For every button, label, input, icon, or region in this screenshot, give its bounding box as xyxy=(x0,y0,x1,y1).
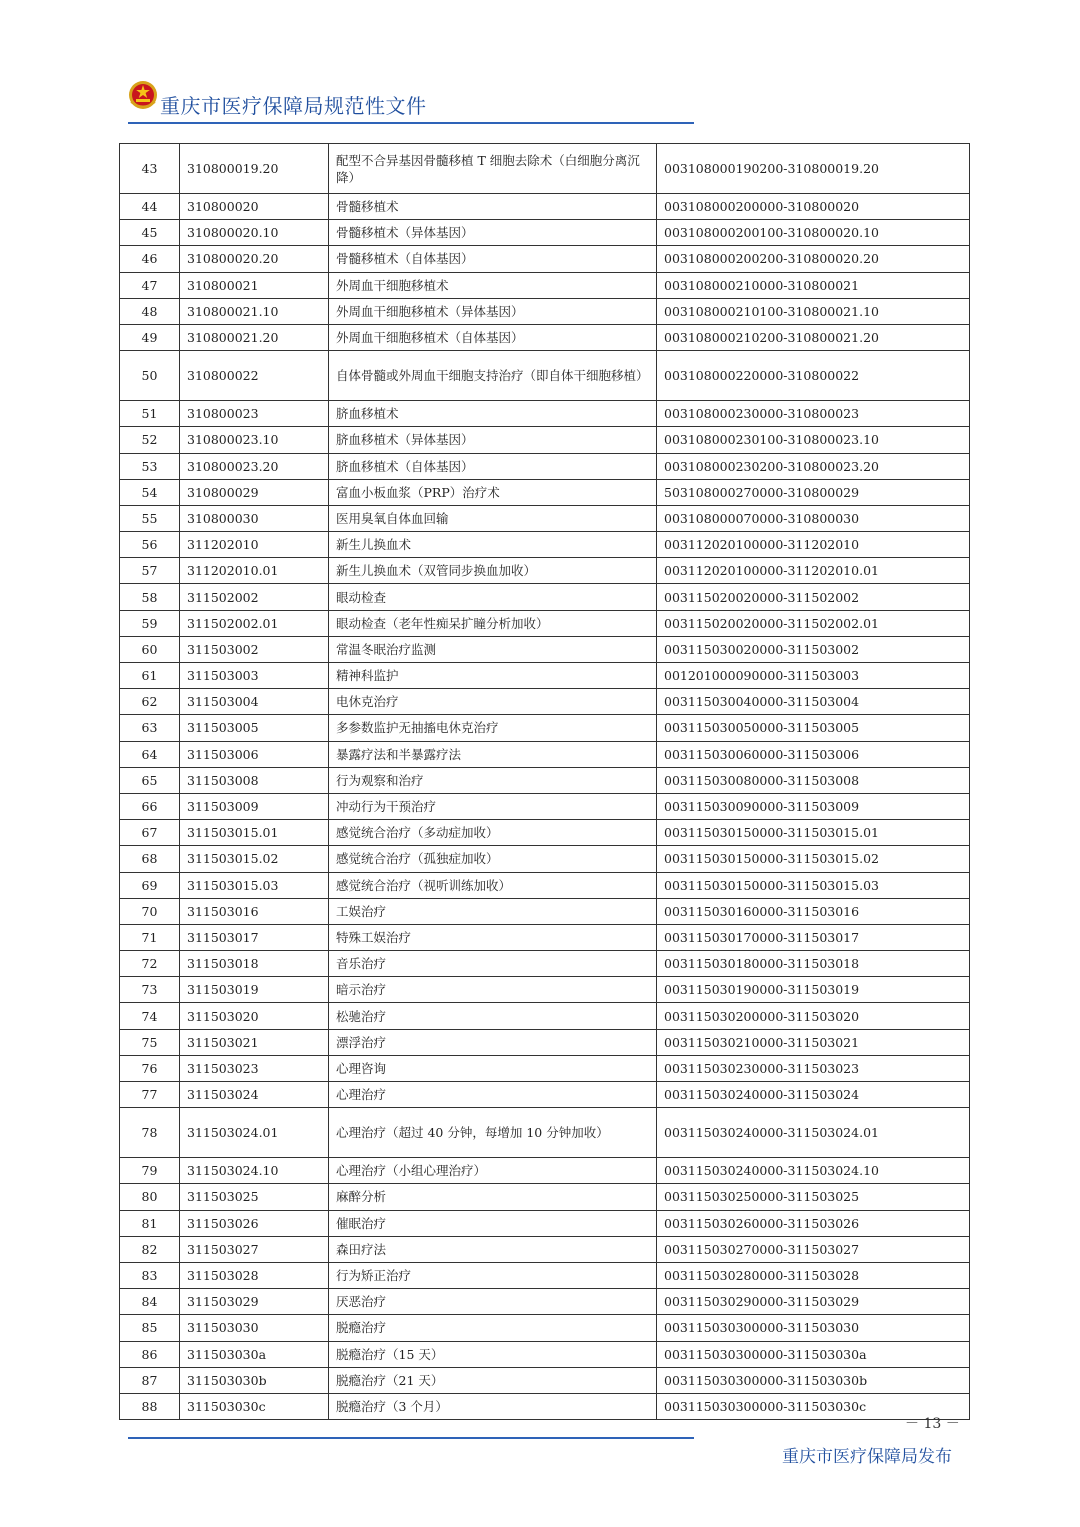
table-row xyxy=(120,1003,970,1029)
row-index: 76 xyxy=(120,1055,180,1081)
item-code: 311503019 xyxy=(180,977,329,1003)
item-code: 310800029 xyxy=(180,479,329,505)
table-row xyxy=(120,610,970,636)
row-index: 82 xyxy=(120,1236,180,1262)
national-code: 003108000210100-310800021.10 xyxy=(657,298,970,324)
item-code: 311503006 xyxy=(180,741,329,767)
row-index: 84 xyxy=(120,1289,180,1315)
row-index: 63 xyxy=(120,715,180,741)
item-code: 311503015.03 xyxy=(180,872,329,898)
item-name: 脐血移植术（异体基因） xyxy=(329,427,657,453)
table-row xyxy=(120,453,970,479)
national-code: 003115020020000-311502002 xyxy=(657,584,970,610)
table-row xyxy=(120,427,970,453)
table-row xyxy=(120,715,970,741)
item-name: 心理咨询 xyxy=(329,1055,657,1081)
item-name: 心理治疗（超过 40 分钟，每增加 10 分钟加收） xyxy=(329,1108,657,1158)
table-row xyxy=(120,898,970,924)
national-code: 003115030060000-311503006 xyxy=(657,741,970,767)
row-index: 86 xyxy=(120,1341,180,1367)
row-index: 49 xyxy=(120,324,180,350)
item-code: 311202010 xyxy=(180,532,329,558)
item-name: 厌恶治疗 xyxy=(329,1289,657,1315)
item-code: 311503024.10 xyxy=(180,1158,329,1184)
row-index: 69 xyxy=(120,872,180,898)
item-name: 骨髓移植术（自体基因） xyxy=(329,246,657,272)
item-code: 310800020.10 xyxy=(180,220,329,246)
national-code: 003115030300000-311503030c xyxy=(657,1393,970,1419)
table-row xyxy=(120,846,970,872)
national-code: 003108000230000-310800023 xyxy=(657,401,970,427)
row-index: 43 xyxy=(120,144,180,194)
item-name: 特殊工娱治疗 xyxy=(329,924,657,950)
item-code: 311503017 xyxy=(180,924,329,950)
national-code: 003115030300000-311503030 xyxy=(657,1315,970,1341)
item-code: 311503023 xyxy=(180,1055,329,1081)
table-row xyxy=(120,689,970,715)
item-code: 311503024.01 xyxy=(180,1108,329,1158)
item-name: 感觉统合治疗（孤独症加收） xyxy=(329,846,657,872)
table-row xyxy=(120,1184,970,1210)
item-code: 311503030b xyxy=(180,1367,329,1393)
item-code: 311202010.01 xyxy=(180,558,329,584)
national-code: 003115030260000-311503026 xyxy=(657,1210,970,1236)
table-row xyxy=(120,1341,970,1367)
row-index: 75 xyxy=(120,1029,180,1055)
national-code: 003115030240000-311503024.10 xyxy=(657,1158,970,1184)
item-name: 医用臭氧自体血回输 xyxy=(329,505,657,531)
row-index: 66 xyxy=(120,793,180,819)
item-name: 麻醉分析 xyxy=(329,1184,657,1210)
national-code: 003115030240000-311503024.01 xyxy=(657,1108,970,1158)
header-rule xyxy=(128,122,694,124)
row-index: 51 xyxy=(120,401,180,427)
row-index: 50 xyxy=(120,351,180,401)
national-code: 003112020100000-311202010 xyxy=(657,532,970,558)
row-index: 85 xyxy=(120,1315,180,1341)
item-name: 脱瘾治疗（15 天） xyxy=(329,1341,657,1367)
item-code: 310800019.20 xyxy=(180,144,329,194)
item-code: 311503026 xyxy=(180,1210,329,1236)
table-row xyxy=(120,1289,970,1315)
national-code: 003115030290000-311503029 xyxy=(657,1289,970,1315)
row-index: 52 xyxy=(120,427,180,453)
item-code: 310800021 xyxy=(180,272,329,298)
item-code: 311502002 xyxy=(180,584,329,610)
item-name: 精神科监护 xyxy=(329,663,657,689)
item-name: 眼动检查 xyxy=(329,584,657,610)
item-code: 311503021 xyxy=(180,1029,329,1055)
row-index: 58 xyxy=(120,584,180,610)
row-index: 45 xyxy=(120,220,180,246)
national-code: 003108000200000-310800020 xyxy=(657,194,970,220)
item-name: 多参数监护无抽搐电休克治疗 xyxy=(329,715,657,741)
item-code: 311503016 xyxy=(180,898,329,924)
table-row xyxy=(120,584,970,610)
row-index: 48 xyxy=(120,298,180,324)
item-name: 外周血干细胞移植术（异体基因） xyxy=(329,298,657,324)
item-code: 310800020 xyxy=(180,194,329,220)
table-row xyxy=(120,663,970,689)
item-name: 音乐治疗 xyxy=(329,951,657,977)
table-row xyxy=(120,951,970,977)
national-code: 003115030090000-311503009 xyxy=(657,793,970,819)
row-index: 62 xyxy=(120,689,180,715)
national-code: 003115030240000-311503024 xyxy=(657,1082,970,1108)
national-code: 003108000210200-310800021.20 xyxy=(657,324,970,350)
table-row xyxy=(120,1082,970,1108)
national-code: 003115030230000-311503023 xyxy=(657,1055,970,1081)
table-row xyxy=(120,977,970,1003)
row-index: 54 xyxy=(120,479,180,505)
row-index: 88 xyxy=(120,1393,180,1419)
item-name: 脐血移植术（自体基因） xyxy=(329,453,657,479)
item-code: 311503008 xyxy=(180,767,329,793)
item-name: 配型不合异基因骨髓移植 T 细胞去除术（白细胞分离沉降） xyxy=(329,144,657,194)
table-row xyxy=(120,298,970,324)
item-name: 松驰治疗 xyxy=(329,1003,657,1029)
row-index: 59 xyxy=(120,610,180,636)
item-code: 311503018 xyxy=(180,951,329,977)
national-code: 003115030250000-311503025 xyxy=(657,1184,970,1210)
item-name: 骨髓移植术（异体基因） xyxy=(329,220,657,246)
item-name: 脱瘾治疗 xyxy=(329,1315,657,1341)
footer-rule xyxy=(128,1437,694,1439)
item-code: 311503002 xyxy=(180,636,329,662)
row-index: 72 xyxy=(120,951,180,977)
national-code: 003115030210000-311503021 xyxy=(657,1029,970,1055)
row-index: 67 xyxy=(120,820,180,846)
item-name: 自体骨髓或外周血干细胞支持治疗（即自体干细胞移植） xyxy=(329,351,657,401)
national-code: 003115030050000-311503005 xyxy=(657,715,970,741)
table-row xyxy=(120,144,970,194)
national-code: 003115030190000-311503019 xyxy=(657,977,970,1003)
row-index: 87 xyxy=(120,1367,180,1393)
item-name: 工娱治疗 xyxy=(329,898,657,924)
row-index: 80 xyxy=(120,1184,180,1210)
item-name: 外周血干细胞移植术（自体基因） xyxy=(329,324,657,350)
item-code: 310800023.10 xyxy=(180,427,329,453)
item-name: 骨髓移植术 xyxy=(329,194,657,220)
item-code: 311503024 xyxy=(180,1082,329,1108)
national-code: 003115030200000-311503020 xyxy=(657,1003,970,1029)
item-code: 311503028 xyxy=(180,1262,329,1288)
row-index: 73 xyxy=(120,977,180,1003)
item-code: 311503027 xyxy=(180,1236,329,1262)
item-name: 脐血移植术 xyxy=(329,401,657,427)
row-index: 57 xyxy=(120,558,180,584)
item-code: 311503020 xyxy=(180,1003,329,1029)
item-code: 311502002.01 xyxy=(180,610,329,636)
row-index: 65 xyxy=(120,767,180,793)
table-row xyxy=(120,558,970,584)
row-index: 68 xyxy=(120,846,180,872)
national-code: 003108000200100-310800020.10 xyxy=(657,220,970,246)
national-code: 003108000220000-310800022 xyxy=(657,351,970,401)
item-code: 311503030a xyxy=(180,1341,329,1367)
item-name: 暗示治疗 xyxy=(329,977,657,1003)
row-index: 53 xyxy=(120,453,180,479)
table-row xyxy=(120,532,970,558)
document-header xyxy=(128,78,694,124)
item-code: 310800030 xyxy=(180,505,329,531)
item-name: 感觉统合治疗（视听训练加收） xyxy=(329,872,657,898)
national-code: 503108000270000-310800029 xyxy=(657,479,970,505)
national-code: 003112020100000-311202010.01 xyxy=(657,558,970,584)
item-code: 311503015.02 xyxy=(180,846,329,872)
table-row xyxy=(120,479,970,505)
header-title: 重庆市医疗保障局规范性文件 xyxy=(160,94,427,118)
item-name: 外周血干细胞移植术 xyxy=(329,272,657,298)
item-name: 森田疗法 xyxy=(329,1236,657,1262)
table-row xyxy=(120,401,970,427)
table-row xyxy=(120,1055,970,1081)
item-name: 暴露疗法和半暴露疗法 xyxy=(329,741,657,767)
item-code: 310800021.10 xyxy=(180,298,329,324)
table-row xyxy=(120,505,970,531)
item-name: 新生儿换血术（双管同步换血加收） xyxy=(329,558,657,584)
row-index: 71 xyxy=(120,924,180,950)
national-code: 003108000230100-310800023.10 xyxy=(657,427,970,453)
table-row xyxy=(120,1029,970,1055)
item-name: 行为观察和治疗 xyxy=(329,767,657,793)
row-index: 70 xyxy=(120,898,180,924)
row-index: 78 xyxy=(120,1108,180,1158)
national-code: 003115030150000-311503015.01 xyxy=(657,820,970,846)
table-row xyxy=(120,220,970,246)
national-code: 003115030270000-311503027 xyxy=(657,1236,970,1262)
table-row xyxy=(120,793,970,819)
footer-publisher: 重庆市医疗保障局发布 xyxy=(782,1447,952,1467)
national-code: 003115030040000-311503004 xyxy=(657,689,970,715)
row-index: 61 xyxy=(120,663,180,689)
item-name: 冲动行为干预治疗 xyxy=(329,793,657,819)
national-code: 003115030160000-311503016 xyxy=(657,898,970,924)
table-row xyxy=(120,820,970,846)
item-code: 310800023 xyxy=(180,401,329,427)
national-code: 003115030020000-311503002 xyxy=(657,636,970,662)
item-code: 310800023.20 xyxy=(180,453,329,479)
item-code: 311503030 xyxy=(180,1315,329,1341)
item-code: 311503029 xyxy=(180,1289,329,1315)
national-code: 003115030300000-311503030a xyxy=(657,1341,970,1367)
item-code: 310800022 xyxy=(180,351,329,401)
row-index: 55 xyxy=(120,505,180,531)
item-name: 心理治疗（小组心理治疗） xyxy=(329,1158,657,1184)
item-name: 行为矫正治疗 xyxy=(329,1262,657,1288)
table-row xyxy=(120,1158,970,1184)
row-index: 64 xyxy=(120,741,180,767)
table-row xyxy=(120,1236,970,1262)
item-name: 心理治疗 xyxy=(329,1082,657,1108)
table-row xyxy=(120,767,970,793)
table-row xyxy=(120,194,970,220)
row-index: 83 xyxy=(120,1262,180,1288)
item-code: 311503025 xyxy=(180,1184,329,1210)
national-code: 003115030300000-311503030b xyxy=(657,1367,970,1393)
national-code: 003108000210000-310800021 xyxy=(657,272,970,298)
item-name: 新生儿换血术 xyxy=(329,532,657,558)
national-code: 003115030280000-311503028 xyxy=(657,1262,970,1288)
page-number: － 13 － xyxy=(905,1416,960,1432)
table-row xyxy=(120,924,970,950)
table-row xyxy=(120,1108,970,1158)
table-row xyxy=(120,351,970,401)
row-index: 81 xyxy=(120,1210,180,1236)
table-row xyxy=(120,272,970,298)
item-name: 脱瘾治疗（3 个月） xyxy=(329,1393,657,1419)
table-row xyxy=(120,636,970,662)
row-index: 56 xyxy=(120,532,180,558)
item-name: 催眠治疗 xyxy=(329,1210,657,1236)
national-code: 003108000200200-310800020.20 xyxy=(657,246,970,272)
item-code: 311503005 xyxy=(180,715,329,741)
national-code: 003115030170000-311503017 xyxy=(657,924,970,950)
table-row xyxy=(120,1393,970,1419)
item-code: 311503030c xyxy=(180,1393,329,1419)
row-index: 79 xyxy=(120,1158,180,1184)
row-index: 47 xyxy=(120,272,180,298)
item-name: 漂浮治疗 xyxy=(329,1029,657,1055)
row-index: 74 xyxy=(120,1003,180,1029)
table-row xyxy=(120,1262,970,1288)
item-name: 脱瘾治疗（21 天） xyxy=(329,1367,657,1393)
table-row xyxy=(120,324,970,350)
table-row xyxy=(120,872,970,898)
table-body xyxy=(120,144,970,1420)
table-row xyxy=(120,1315,970,1341)
item-code: 311503004 xyxy=(180,689,329,715)
table-row xyxy=(120,246,970,272)
item-name: 富血小板血浆（PRP）治疗术 xyxy=(329,479,657,505)
row-index: 46 xyxy=(120,246,180,272)
item-code: 310800020.20 xyxy=(180,246,329,272)
national-code: 003108000190200-310800019.20 xyxy=(657,144,970,194)
item-code: 311503015.01 xyxy=(180,820,329,846)
table-row xyxy=(120,741,970,767)
table-row xyxy=(120,1367,970,1393)
national-code: 001201000090000-311503003 xyxy=(657,663,970,689)
national-code: 003115030150000-311503015.02 xyxy=(657,846,970,872)
table-row xyxy=(120,1210,970,1236)
national-code: 003108000070000-310800030 xyxy=(657,505,970,531)
national-code: 003115030180000-311503018 xyxy=(657,951,970,977)
national-code: 003115020020000-311502002.01 xyxy=(657,610,970,636)
national-emblem-icon xyxy=(128,80,158,110)
item-name: 眼动检查（老年性痴呆扩瞳分析加收） xyxy=(329,610,657,636)
national-code: 003115030080000-311503008 xyxy=(657,767,970,793)
national-code: 003115030150000-311503015.03 xyxy=(657,872,970,898)
national-code: 003108000230200-310800023.20 xyxy=(657,453,970,479)
item-name: 常温冬眠治疗监测 xyxy=(329,636,657,662)
item-code: 311503003 xyxy=(180,663,329,689)
item-code: 311503009 xyxy=(180,793,329,819)
item-code: 310800021.20 xyxy=(180,324,329,350)
item-name: 感觉统合治疗（多动症加收） xyxy=(329,820,657,846)
item-name: 电休克治疗 xyxy=(329,689,657,715)
fee-item-table xyxy=(119,143,970,1420)
row-index: 44 xyxy=(120,194,180,220)
row-index: 60 xyxy=(120,636,180,662)
row-index: 77 xyxy=(120,1082,180,1108)
